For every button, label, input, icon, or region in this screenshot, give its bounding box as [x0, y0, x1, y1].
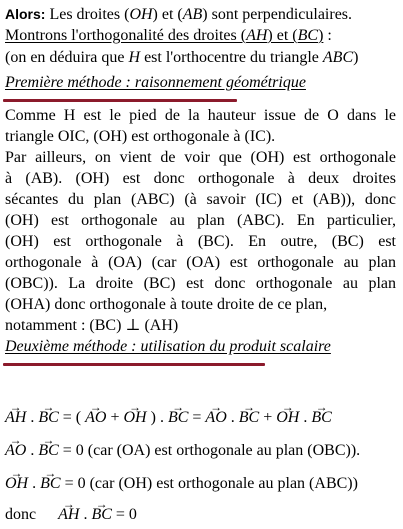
vector-ah: → AH: [5, 408, 26, 428]
method-1-underline-bar: [3, 99, 237, 102]
paragraph-line-2: triangle OIC, (OH) est orthogonale à (IC).: [5, 128, 276, 145]
vector-bc: → BC: [91, 505, 111, 525]
vector-bc: → BC: [40, 474, 60, 494]
paragraph-line-5: sécantes du plan (ABC) (à savoir (IC) et (AB)), donc: [5, 191, 396, 208]
line-alors: Alors: Les droites (OH) et (AB) sont perpendiculaires.: [5, 6, 353, 23]
vector-bc: → BC: [38, 441, 58, 461]
paragraph-line-10: (OHA) donc orthogonale à toute droite de ce plan,: [5, 296, 328, 313]
method-1-heading: Première méthode : raisonnement géométrique: [5, 74, 306, 91]
line-deduction: (on en déduira que H est l'orthocentre du triangle ABC): [5, 49, 359, 66]
paragraph-line-3: Par ailleurs, on vient de voir que (OH) est orthogonale: [5, 149, 396, 166]
paragraph-line-7: (OH) est orthogonale à (BC). En outre, (BC) est: [5, 233, 396, 250]
line-montrons: Montrons l'orthogonalité des droites (AH) et (BC) :: [5, 27, 332, 44]
vector-bc: → BC: [311, 408, 331, 428]
equation-line-3: → OH . → BC = 0 (car (OH) est orthogonale au plan (ABC)): [5, 474, 358, 494]
paragraph-line-1: Comme H est le pied de la hauteur issue de O dans le: [5, 107, 396, 124]
paragraph-line-6: (OH) est orthogonale au plan (ABC). En particulier,: [5, 212, 396, 229]
equation-line-1: → AH . → BC = ( → AO + → OH ) . → BC = → AO . → BC + → OH . → BC: [5, 408, 332, 428]
alors-label: Alors:: [5, 6, 46, 22]
paragraph-line-9: (OBC)). La droite (BC) est donc orthogonale au plan: [5, 275, 396, 292]
donc-label: donc: [5, 506, 37, 523]
vector-bc: → BC: [239, 408, 259, 428]
method-2-heading: Deuxième méthode : utilisation du produit scalaire: [5, 338, 331, 355]
paragraph-line-11: notamment : (BC) ⊥ (AH): [5, 317, 179, 334]
vector-ah: → AH: [58, 505, 79, 525]
vector-oh: → OH: [5, 474, 28, 494]
vector-oh: → OH: [276, 408, 299, 428]
vector-ao: → AO: [85, 408, 106, 428]
paragraph-line-4: à (AB). (OH) est donc orthogonale à deux droites: [5, 170, 396, 187]
paragraph-line-8: orthogonale à (OA) (car (OA) est orthogonale au plan: [5, 254, 396, 271]
vector-bc: → BC: [38, 408, 58, 428]
method-2-underline-bar: [3, 363, 265, 366]
vector-oh: → OH: [124, 408, 147, 428]
vector-bc: → BC: [168, 408, 188, 428]
vector-ao: → AO: [5, 441, 26, 461]
vector-ao: → AO: [205, 408, 226, 428]
equation-line-2: → AO . → BC = 0 (car (OA) est orthogonale au plan (OBC)).: [5, 441, 360, 461]
equation-line-4: donc→ AH . → BC = 0: [5, 505, 137, 525]
